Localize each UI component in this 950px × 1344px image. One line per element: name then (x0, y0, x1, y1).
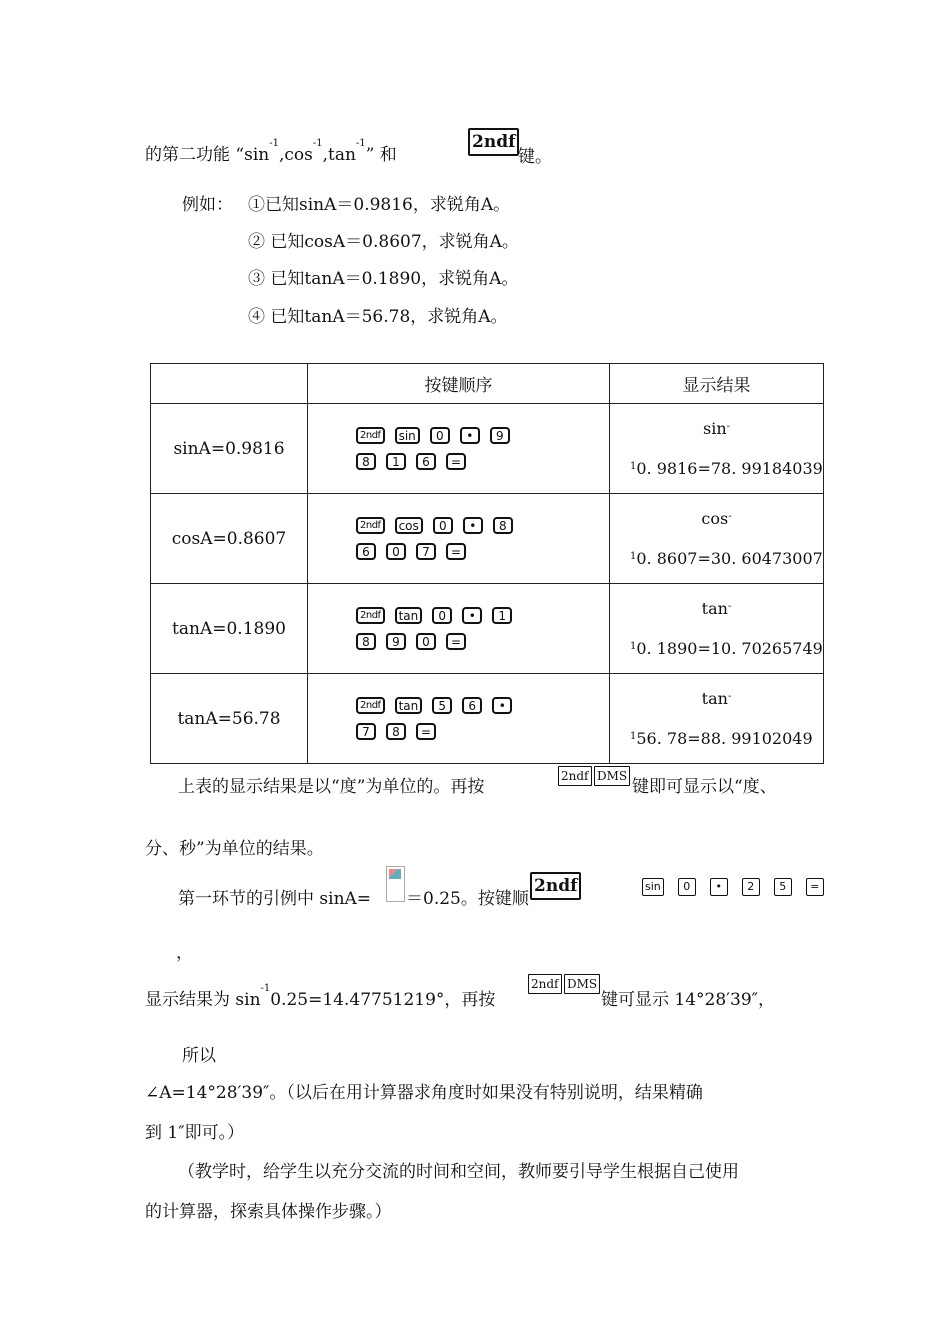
result-text: sin (702, 418, 727, 438)
key-button: = (446, 453, 466, 470)
para3-text: 显示结果为 sin (145, 990, 261, 1010)
condition-cell: tanA=0.1890 (151, 584, 308, 674)
key-button: sin (395, 427, 420, 444)
para1-text: 分、秒”为单位的结果。 (145, 839, 324, 859)
key-button: = (416, 723, 436, 740)
superscript: 1 (630, 550, 637, 562)
result-text: tan (701, 598, 728, 618)
key-button: 1 (386, 453, 406, 470)
key-button: 6 (462, 697, 482, 714)
key-button: • (710, 878, 728, 896)
key-button: 8 (356, 633, 376, 650)
result-text: 0. 8607=30. 60473007 (636, 548, 823, 568)
key-button: 8 (356, 453, 376, 470)
key-button: = (806, 878, 824, 896)
para4-text: 到 1″即可。） (145, 1123, 245, 1143)
result-cell (610, 584, 824, 674)
superscript: -1 (269, 138, 279, 149)
key-2ndf: 2ndf (528, 974, 562, 994)
para5-text: （教学时，给学生以充分交流的时间和空间，教师要引导学生根据自己使用 (178, 1162, 739, 1182)
intro-line (145, 140, 397, 165)
example-item: ①已知sinA＝0.9816，求锐角A。 (248, 195, 511, 215)
condition-cell: tanA=56.78 (151, 674, 308, 764)
table-row (151, 494, 824, 584)
result-cell (610, 674, 824, 764)
key-button: 2 (742, 878, 760, 896)
key-button: 0 (430, 427, 450, 444)
key-2ndf: 2ndf (468, 128, 519, 156)
key-button: 2ndf (356, 427, 385, 444)
key-dms: DMS (564, 974, 600, 994)
keys-cell (308, 404, 610, 494)
key-button: • (460, 427, 480, 444)
intro-text: ,tan (322, 145, 356, 165)
key-button: 6 (416, 453, 436, 470)
key-button: 1 (492, 607, 512, 624)
key-button: tan (395, 607, 423, 624)
superscript: - (726, 420, 731, 432)
key-button: 6 (356, 543, 376, 560)
key-row (308, 719, 609, 745)
superscript: - (728, 510, 732, 522)
key-sequence (642, 876, 838, 896)
para4-text: ∠A=14°28′39″。（以后在用计算器求角度时如果没有特别说明，结果精确 (145, 1083, 703, 1103)
table-row (151, 584, 824, 674)
superscript: - (727, 690, 732, 702)
result-text: 0. 1890=10. 70265749 (636, 638, 823, 658)
result-text: cos (701, 508, 729, 528)
key-button: 2ndf (356, 517, 385, 534)
superscript: - (727, 600, 732, 612)
para2-comma: ， (176, 943, 193, 963)
superscript: 1 (630, 730, 637, 742)
key-button: sin (642, 878, 664, 896)
key-2ndf: 2ndf (558, 766, 592, 786)
condition-cell: sinA=0.9816 (151, 404, 308, 494)
key-row (308, 449, 609, 475)
table-row (151, 674, 824, 764)
key-button: tan (395, 697, 423, 714)
result-text: 56. 78=88. 99102049 (636, 728, 813, 748)
para4-text: 所以 (182, 1046, 216, 1066)
key-button: 0 (432, 607, 452, 624)
intro-text: ,cos (278, 145, 313, 165)
key-row (308, 603, 609, 629)
intro-prefix: 的第二功能 “sin (145, 145, 270, 165)
para3-text: 键可显示 14°28′39″， (601, 990, 776, 1010)
superscript: -1 (355, 138, 366, 149)
key-button: 5 (774, 878, 792, 896)
table-header-cell: 显示结果 (610, 364, 824, 404)
examples-lead: 例如： (182, 195, 233, 215)
key-row (308, 693, 609, 719)
result-text: 0. 9816=78. 99184039 (636, 458, 823, 478)
example-item: ② 已知cosA＝0.8607，求锐角A。 (248, 232, 519, 252)
key-row (308, 423, 609, 449)
key-button: • (492, 697, 512, 714)
key-button: 0 (386, 543, 406, 560)
para2-text: ＝0.25。按键顺 (406, 889, 529, 909)
key-button: 7 (356, 723, 376, 740)
keys-cell (308, 584, 610, 674)
key-button: • (462, 607, 482, 624)
para2-text: 第一环节的引例中 sinA= (178, 889, 372, 909)
key-button: 8 (493, 517, 513, 534)
superscript: 1 (630, 640, 637, 652)
example-item: ④ 已知tanA＝56.78，求锐角A。 (248, 307, 508, 327)
key-button: 0 (678, 878, 696, 896)
broken-image-icon (386, 866, 405, 902)
superscript: -1 (312, 138, 323, 149)
key-button: = (446, 543, 466, 560)
key-2ndf: 2ndf (530, 872, 581, 900)
condition-cell: cosA=0.8607 (151, 494, 308, 584)
keys-cell (308, 674, 610, 764)
para3-text: 0.25=14.47751219°，再按 (270, 990, 496, 1010)
key-button: = (446, 633, 466, 650)
calculator-table (150, 363, 824, 764)
superscript: 1 (630, 460, 637, 472)
keys-cell (308, 494, 610, 584)
result-text: tan (701, 688, 728, 708)
key-button: 5 (432, 697, 452, 714)
para1-text: 上表的显示结果是以“度”为单位的。再按 (178, 777, 485, 797)
table-row (151, 404, 824, 494)
superscript: -1 (260, 983, 271, 994)
key-button: 9 (490, 427, 510, 444)
example-item: ③ 已知tanA＝0.1890，求锐角A。 (248, 269, 519, 289)
key-button: 9 (386, 633, 406, 650)
key-row (308, 629, 609, 655)
table-header-cell: 按键顺序 (308, 364, 610, 404)
key-button: 0 (416, 633, 436, 650)
key-button: • (463, 517, 483, 534)
key-button: 8 (386, 723, 406, 740)
para5-text: 的计算器，探索具体操作步骤。） (145, 1202, 392, 1222)
key-button: 2ndf (356, 697, 385, 714)
table-header-row (151, 364, 824, 404)
key-button: 2ndf (356, 607, 385, 624)
key-row (308, 513, 609, 539)
para3-line (145, 985, 495, 1010)
key-button: 7 (416, 543, 436, 560)
key-row (308, 539, 609, 565)
result-cell (610, 494, 824, 584)
key-button: 0 (433, 517, 453, 534)
intro-text: ” 和 (365, 145, 397, 165)
table-header-cell (151, 364, 308, 404)
key-button: cos (395, 517, 423, 534)
key-dms: DMS (594, 766, 630, 786)
result-cell (610, 404, 824, 494)
intro-end: 键。 (518, 147, 552, 167)
para1-text: 键即可显示以“度、 (632, 777, 777, 797)
